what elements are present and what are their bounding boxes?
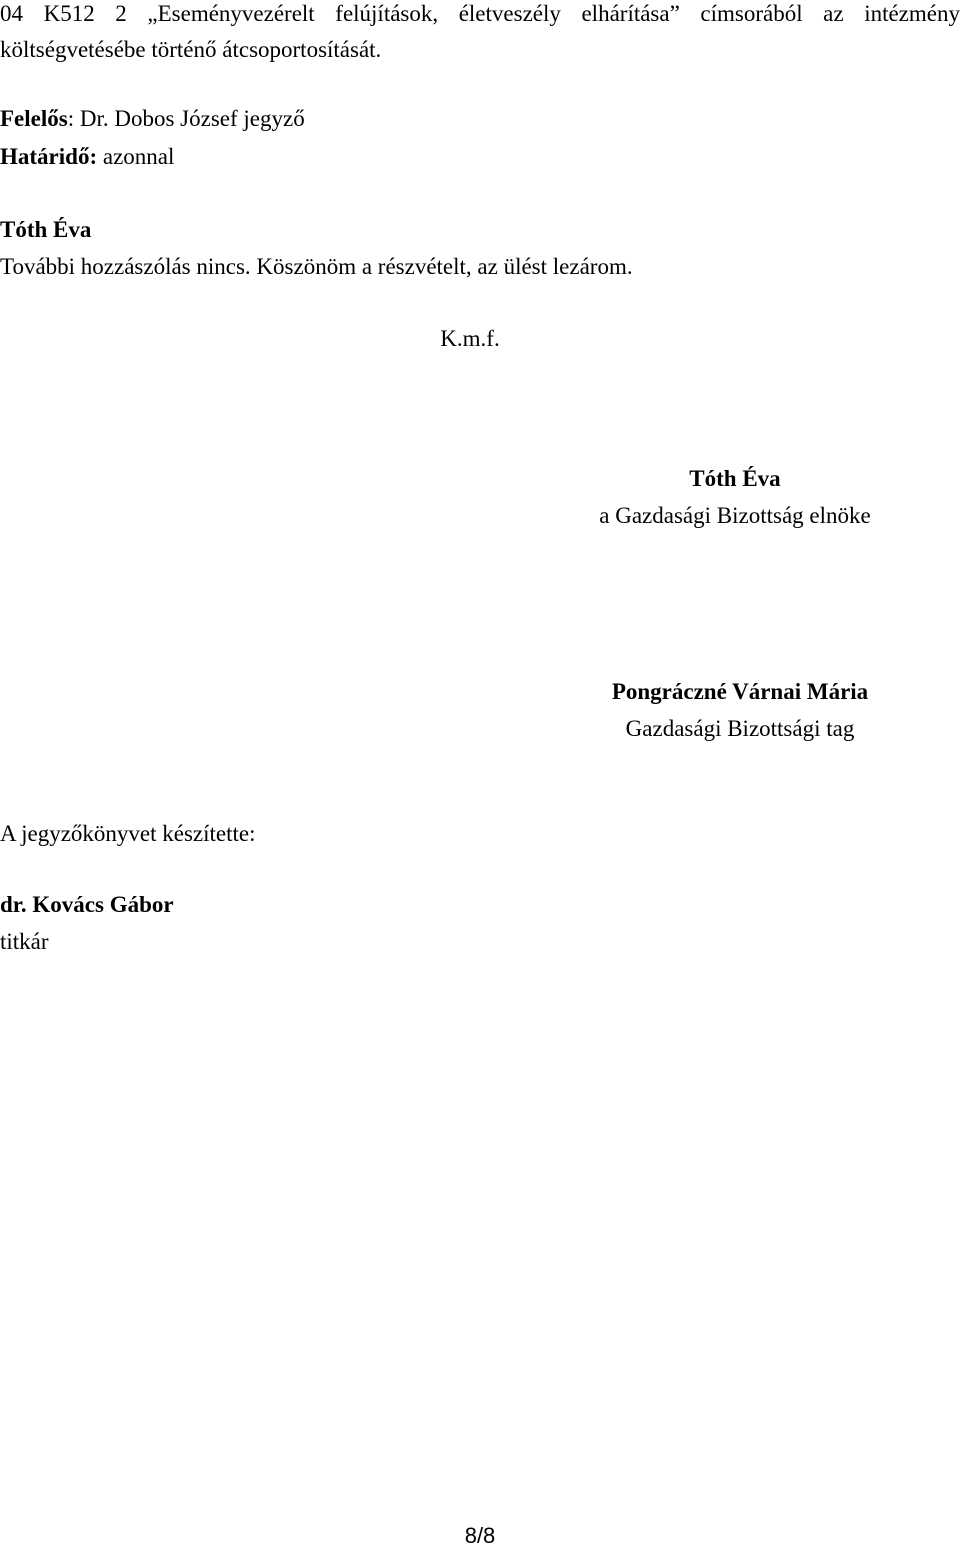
page-number: 8/8 — [464, 1523, 496, 1548]
deadline-value: azonnal — [97, 144, 175, 169]
minutes-label: A jegyzőkönyvet készítette: — [0, 821, 256, 846]
member-title: Gazdasági Bizottsági tag — [625, 716, 855, 741]
responsible-value: : Dr. Dobos József jegyző — [67, 106, 305, 131]
agenda-line-2: költségvetésébe történő átcsoportosítását. — [0, 37, 382, 62]
speaker-text: További hozzászólás nincs. Köszönöm a részvételt, az ülést lezárom. — [0, 254, 633, 279]
member-name: Pongráczné Várnai Mária — [611, 679, 869, 704]
chair-signature — [560, 467, 910, 527]
responsible-line — [0, 107, 305, 130]
speaker-name: Tóth Éva — [0, 217, 92, 242]
kmf-text: K.m.f. — [440, 326, 500, 351]
member-signature — [560, 680, 920, 740]
deadline-line — [0, 145, 174, 168]
chair-title: a Gazdasági Bizottság elnöke — [599, 503, 871, 528]
chair-name: Tóth Éva — [689, 466, 781, 491]
minutes-author-name: dr. Kovács Gábor — [0, 892, 174, 917]
deadline-label: Határidő: — [0, 144, 98, 169]
agenda-line-1: 04 K512 2 „Eseményvezérelt felújítások, életveszély elhárítása” címsorából az intézmény — [0, 1, 960, 26]
responsible-label: Felelős — [0, 106, 68, 131]
minutes-author-title: titkár — [0, 929, 49, 954]
